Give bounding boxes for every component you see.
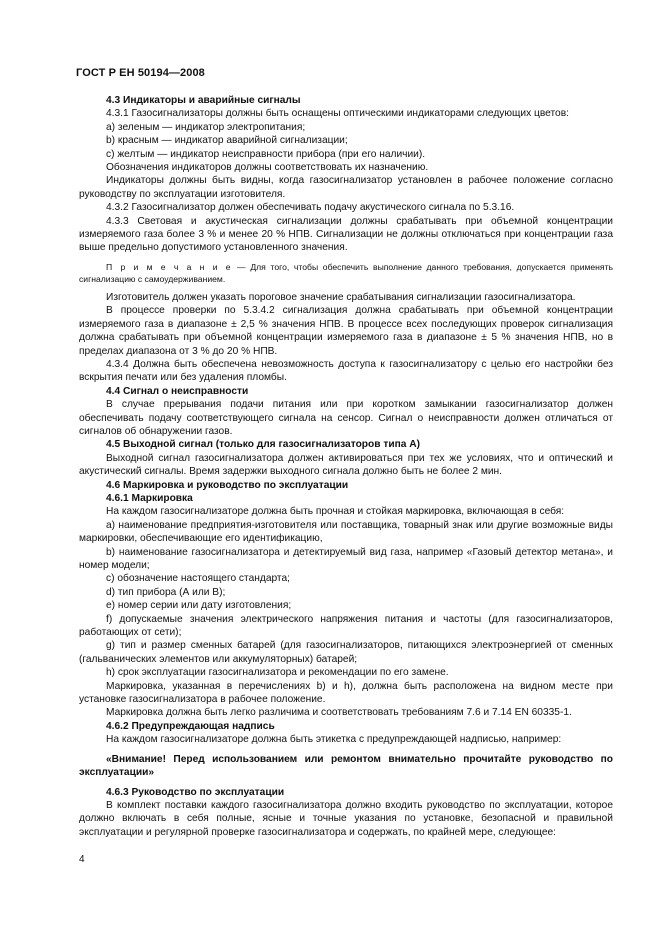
marking-item-f: f) допускаемые значения электрического напряжения питания и частоты (для газосигнализаторов, работающих от сети);: [79, 613, 613, 639]
warning-text: «Внимание! Перед использованием или ремонтом внимательно прочитайте руководство по эксплуатации»: [79, 753, 613, 779]
section-heading-4-3: 4.3 Индикаторы и аварийные сигналы: [106, 95, 301, 106]
page-number: 4: [79, 854, 85, 865]
section-heading-4-6-3: 4.6.3 Руководство по эксплуатации: [106, 786, 285, 798]
paragraph-visible: Индикаторы должны быть видны, когда газосигнализатор установлен в рабочее положение согласно руководству по эксплуатации изготовителя.: [79, 175, 613, 200]
paragraph-4-3-3: 4.3.3 Световая и акустическая сигнализации должны срабатывать при объемной концентрации измеряемого газа более 3 % и менее 20 % НПВ. Сигнализации не должны отключаться при концентрации газа выше предельно допустимого установленного значения.: [79, 215, 613, 254]
section-heading-4-6-1: 4.6.1 Маркировка: [106, 492, 193, 504]
paragraph-check: В процессе проверки по 5.3.4.2 сигнализация должна срабатывать при объемной концентрации измеряемого газа в диапазоне ± 2,5 % значения НПВ. В процессе всех последующих проверок сигнализация должна срабатывать при объемной концентрации измеряемого газа в диапазоне ± 5 % значения НПВ, но в пределах диапазона от 3 % до 20 % НПВ.: [79, 305, 613, 357]
section-heading-4-5: 4.5 Выходной сигнал (только для газосигнализаторов типа А): [106, 439, 420, 451]
note-label: П р и м е ч а н и е: [106, 261, 233, 272]
document-header: ГОСТ Р ЕН 50194—2008: [76, 67, 205, 79]
marking-item-g: g) тип и размер сменных батарей (для газосигнализаторов, питающихся электроэнергией от сменных (гальванических элементов или аккумуляторных) батарей;: [79, 640, 613, 665]
paragraph-4-3-2: 4.3.2 Газосигнализатор должен обеспечивать подачу акустического сигнала по 5.3.16.: [106, 202, 515, 214]
list-item-c: с) желтым — индикатор неисправности прибора (при его наличии).: [106, 148, 426, 160]
paragraph-4-4: В случае прерывания подачи питания или при коротком замыкании газосигнализатор должен обеспечивать подачу соответствующего сигнала на сенсор. Сигнал о неисправности должен отличаться от сигналов об обнаружении газов.: [79, 399, 613, 437]
marking-item-c: с) обозначение настоящего стандарта;: [106, 573, 290, 585]
marking-item-e: е) номер серии или дату изготовления;: [106, 600, 292, 612]
marking-item-a: а) наименование предприятия-изготовителя или поставщика, товарный знак или другие возможные виды маркировки, обеспечивающие его идентификацию,: [79, 519, 613, 545]
document-body: [79, 94, 613, 839]
paragraph-4-5: Выходной сигнал газосигнализатора должен активироваться при тех же условиях, что и оптический и акустический сигналы. Время задержки выходного сигнала должно быть не более 2 мин.: [79, 452, 613, 478]
paragraph-marking-legible: Маркировка должна быть легко различима и соответствовать требованиям 7.6 и 7.14 EN 60335-1.: [106, 707, 572, 719]
paragraph-designation: Обозначения индикаторов должны соответствовать их назначению.: [106, 162, 429, 174]
paragraph-marking-place: Маркировка, указанная в перечислениях b) и h), должна быть расположена на видном месте при установке газосигнализатора в рабочее положение.: [79, 680, 613, 706]
note-text: — Для того, чтобы обеспечить выполнение данного требования, допускается применять сигнализацию с самоудерживанием.: [79, 261, 613, 284]
paragraph-4-3-1: 4.3.1 Газосигнализаторы должны быть оснащены оптическими индикаторами следующих цветов:: [106, 108, 569, 120]
list-item-a: а) зеленым — индикатор электропитания;: [106, 121, 306, 133]
list-item-b: b) красным — индикатор аварийной сигнализации;: [106, 135, 348, 147]
section-heading-4-6-2: 4.6.2 Предупреждающая надпись: [106, 720, 275, 732]
paragraph-marking-intro: На каждом газосигнализаторе должна быть прочная и стойкая маркировка, включающая в себя:: [106, 506, 565, 518]
paragraph-threshold: Изготовитель должен указать пороговое значение срабатывания сигнализации газосигнализатора.: [106, 291, 576, 303]
marking-item-h: h) срок эксплуатации газосигнализатора и рекомендации по его замене.: [106, 667, 449, 679]
paragraph-warning-label: На каждом газосигнализаторе должна быть этикетка с предупреждающей надписью, например:: [106, 734, 562, 746]
paragraph-4-3-4: 4.3.4 Должна быть обеспечена невозможность доступа к газосигнализатору с целью его настройки без вскрытия печати или без удаления пломбы.: [79, 358, 613, 384]
note: [79, 261, 613, 285]
section-heading-4-4: 4.4 Сигнал о неисправности: [106, 385, 249, 397]
section-heading-4-6: 4.6 Маркировка и руководство по эксплуатации: [106, 479, 349, 491]
marking-item-b: b) наименование газосигнализатора и детектируемый вид газа, например «Газовый детектор метана», и номер модели;: [79, 546, 613, 571]
marking-item-d: d) тип прибора (А или В);: [106, 586, 226, 598]
paragraph-manual: В комплект поставки каждого газосигнализатора должно входить руководство по эксплуатации, которое должно включать в себя полные, ясные и точные указания по установке, безопасной и правильной эксплуатации и регулярной проверке газосигнализатора и содержать, по крайней мере, следующее:: [79, 799, 613, 838]
